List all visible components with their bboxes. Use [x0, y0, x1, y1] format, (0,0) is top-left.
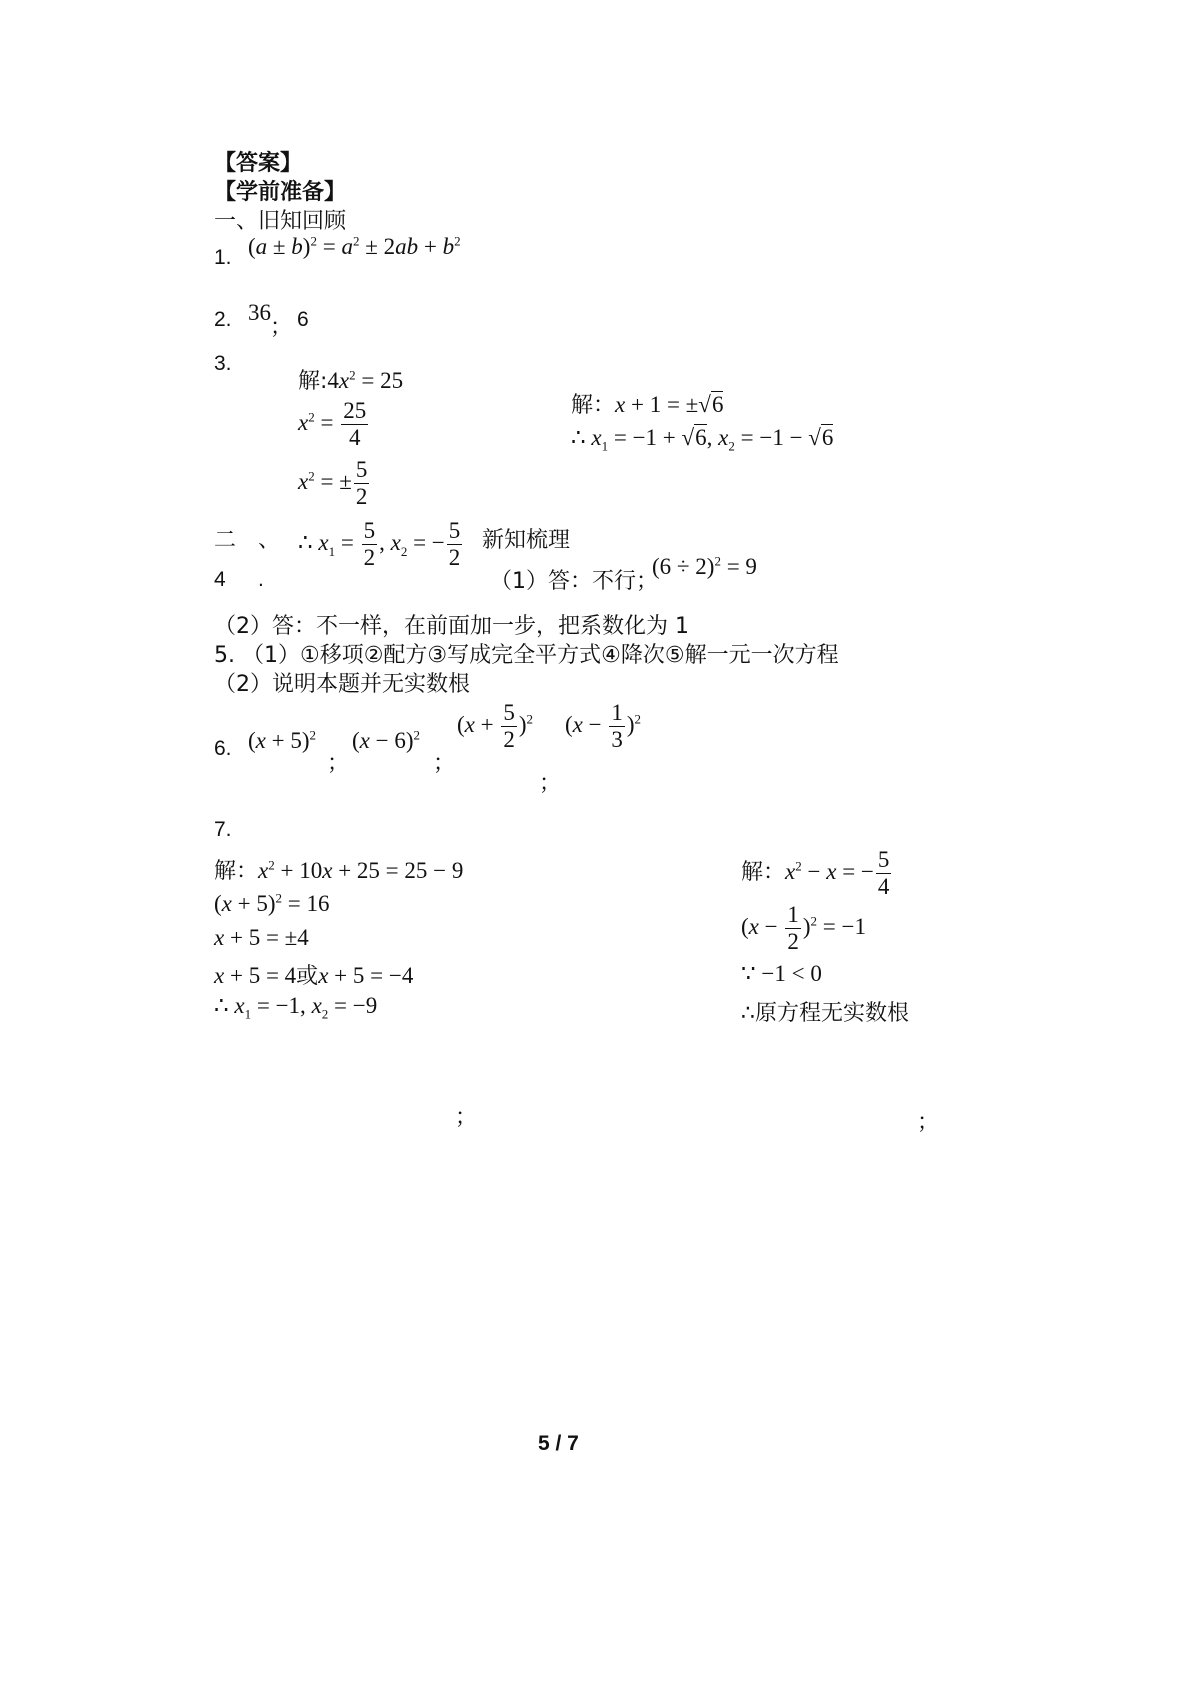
- page-number: 5 / 7: [538, 1432, 579, 1455]
- q3-right-step2: ∴ $x_1 = -1 + √6$, $x_2 = -1 - √6$: [571, 425, 834, 454]
- section-two-char1: 二: [214, 528, 237, 553]
- section-one-title: 一、旧知回顾: [214, 209, 347, 234]
- q6-answer-3: (x + $\frac{5}{2}$ )$^2$: [457, 700, 534, 753]
- q3-label: 3.: [214, 352, 232, 375]
- q2-label: 2.: [214, 308, 232, 331]
- q3-left-step2: $x^2$ = $\frac{25}{4}$: [298, 398, 367, 451]
- q7-label: 7.: [214, 818, 232, 841]
- q3-left-step1: 解$:4x^2 = 25$: [298, 367, 404, 394]
- q7-left-step1: 解：$x^2 + 10x + 25 = 25 - 9$: [214, 857, 464, 884]
- q7-left-step2: $(x + 5)^2 = 16$: [214, 890, 330, 916]
- q7-right-step1: 解：$x^2 - x$ = − $\frac{5}{4}$: [741, 847, 890, 900]
- q6-separator-2: ；: [433, 751, 456, 776]
- section-two-title: 新知梳理: [482, 528, 571, 553]
- q7-left-step4: x + 5 = 4或x + 5 = −4: [214, 963, 414, 989]
- q1-formula: $(a \pm b)^2 = a^2 \pm 2ab + b^2$: [248, 233, 461, 259]
- q6-separator-1: ；: [327, 751, 350, 776]
- q7-right-step2: (x − $\frac{1}{2}$ )$^2$ = −1: [741, 902, 866, 955]
- q7-separator-left: ；: [455, 1105, 478, 1130]
- q7-left-step3: x + 5 = ±4: [214, 925, 309, 950]
- q6-separator-3: ；: [539, 771, 562, 796]
- q4-label: 4: [214, 568, 226, 591]
- section-two-char2: 、: [258, 528, 281, 553]
- q4-label-dot: .: [258, 568, 264, 591]
- q4-formula: $(6 \div 2)^2 = 9$: [652, 553, 757, 579]
- q7-separator-right: ；: [917, 1110, 940, 1135]
- q6-answer-1: $(x + 5)^2$: [248, 727, 317, 753]
- q4-part1: （1）答：不行；: [490, 569, 658, 594]
- q6-answer-4: (x − $\frac{1}{3}$ )$^2$: [565, 700, 642, 753]
- q3-left-conclusion: ∴ $x_1$ = $\frac{5}{2}$ , $x_2$ = − $\frac{5}{2}$: [298, 518, 461, 571]
- q2-value: 36: [248, 300, 271, 325]
- q7-right-step3: ∵ −1 < 0: [741, 961, 822, 986]
- q5-part1: 5. （1）①移项②配方③写成完全平方式④降次⑤解一元一次方程: [214, 643, 839, 668]
- answer-heading: 【答案】: [214, 151, 303, 176]
- q5-part2: （2）说明本题并无实数根: [214, 672, 470, 697]
- q2-separator: ；: [270, 315, 293, 340]
- q2-root: 6: [297, 308, 309, 331]
- q7-right-conclusion: ∴原方程无实数根: [741, 1001, 909, 1026]
- q3-left-step3: $x^2$ = ± $\frac{5}{2}$: [298, 457, 368, 510]
- prep-heading: 【学前准备】: [214, 180, 347, 205]
- q4-part2: （2）答：不一样，在前面加一步，把系数化为 1: [214, 614, 689, 639]
- q6-answer-2: $(x - 6)^2$: [352, 727, 421, 753]
- q1-label: 1.: [214, 246, 232, 269]
- q6-label: 6.: [214, 737, 232, 760]
- q7-left-step5: ∴ $x_1 = -1$, $x_2 = -9$: [214, 993, 378, 1022]
- q3-right-step1: 解：x + 1 = ±√6: [571, 392, 724, 418]
